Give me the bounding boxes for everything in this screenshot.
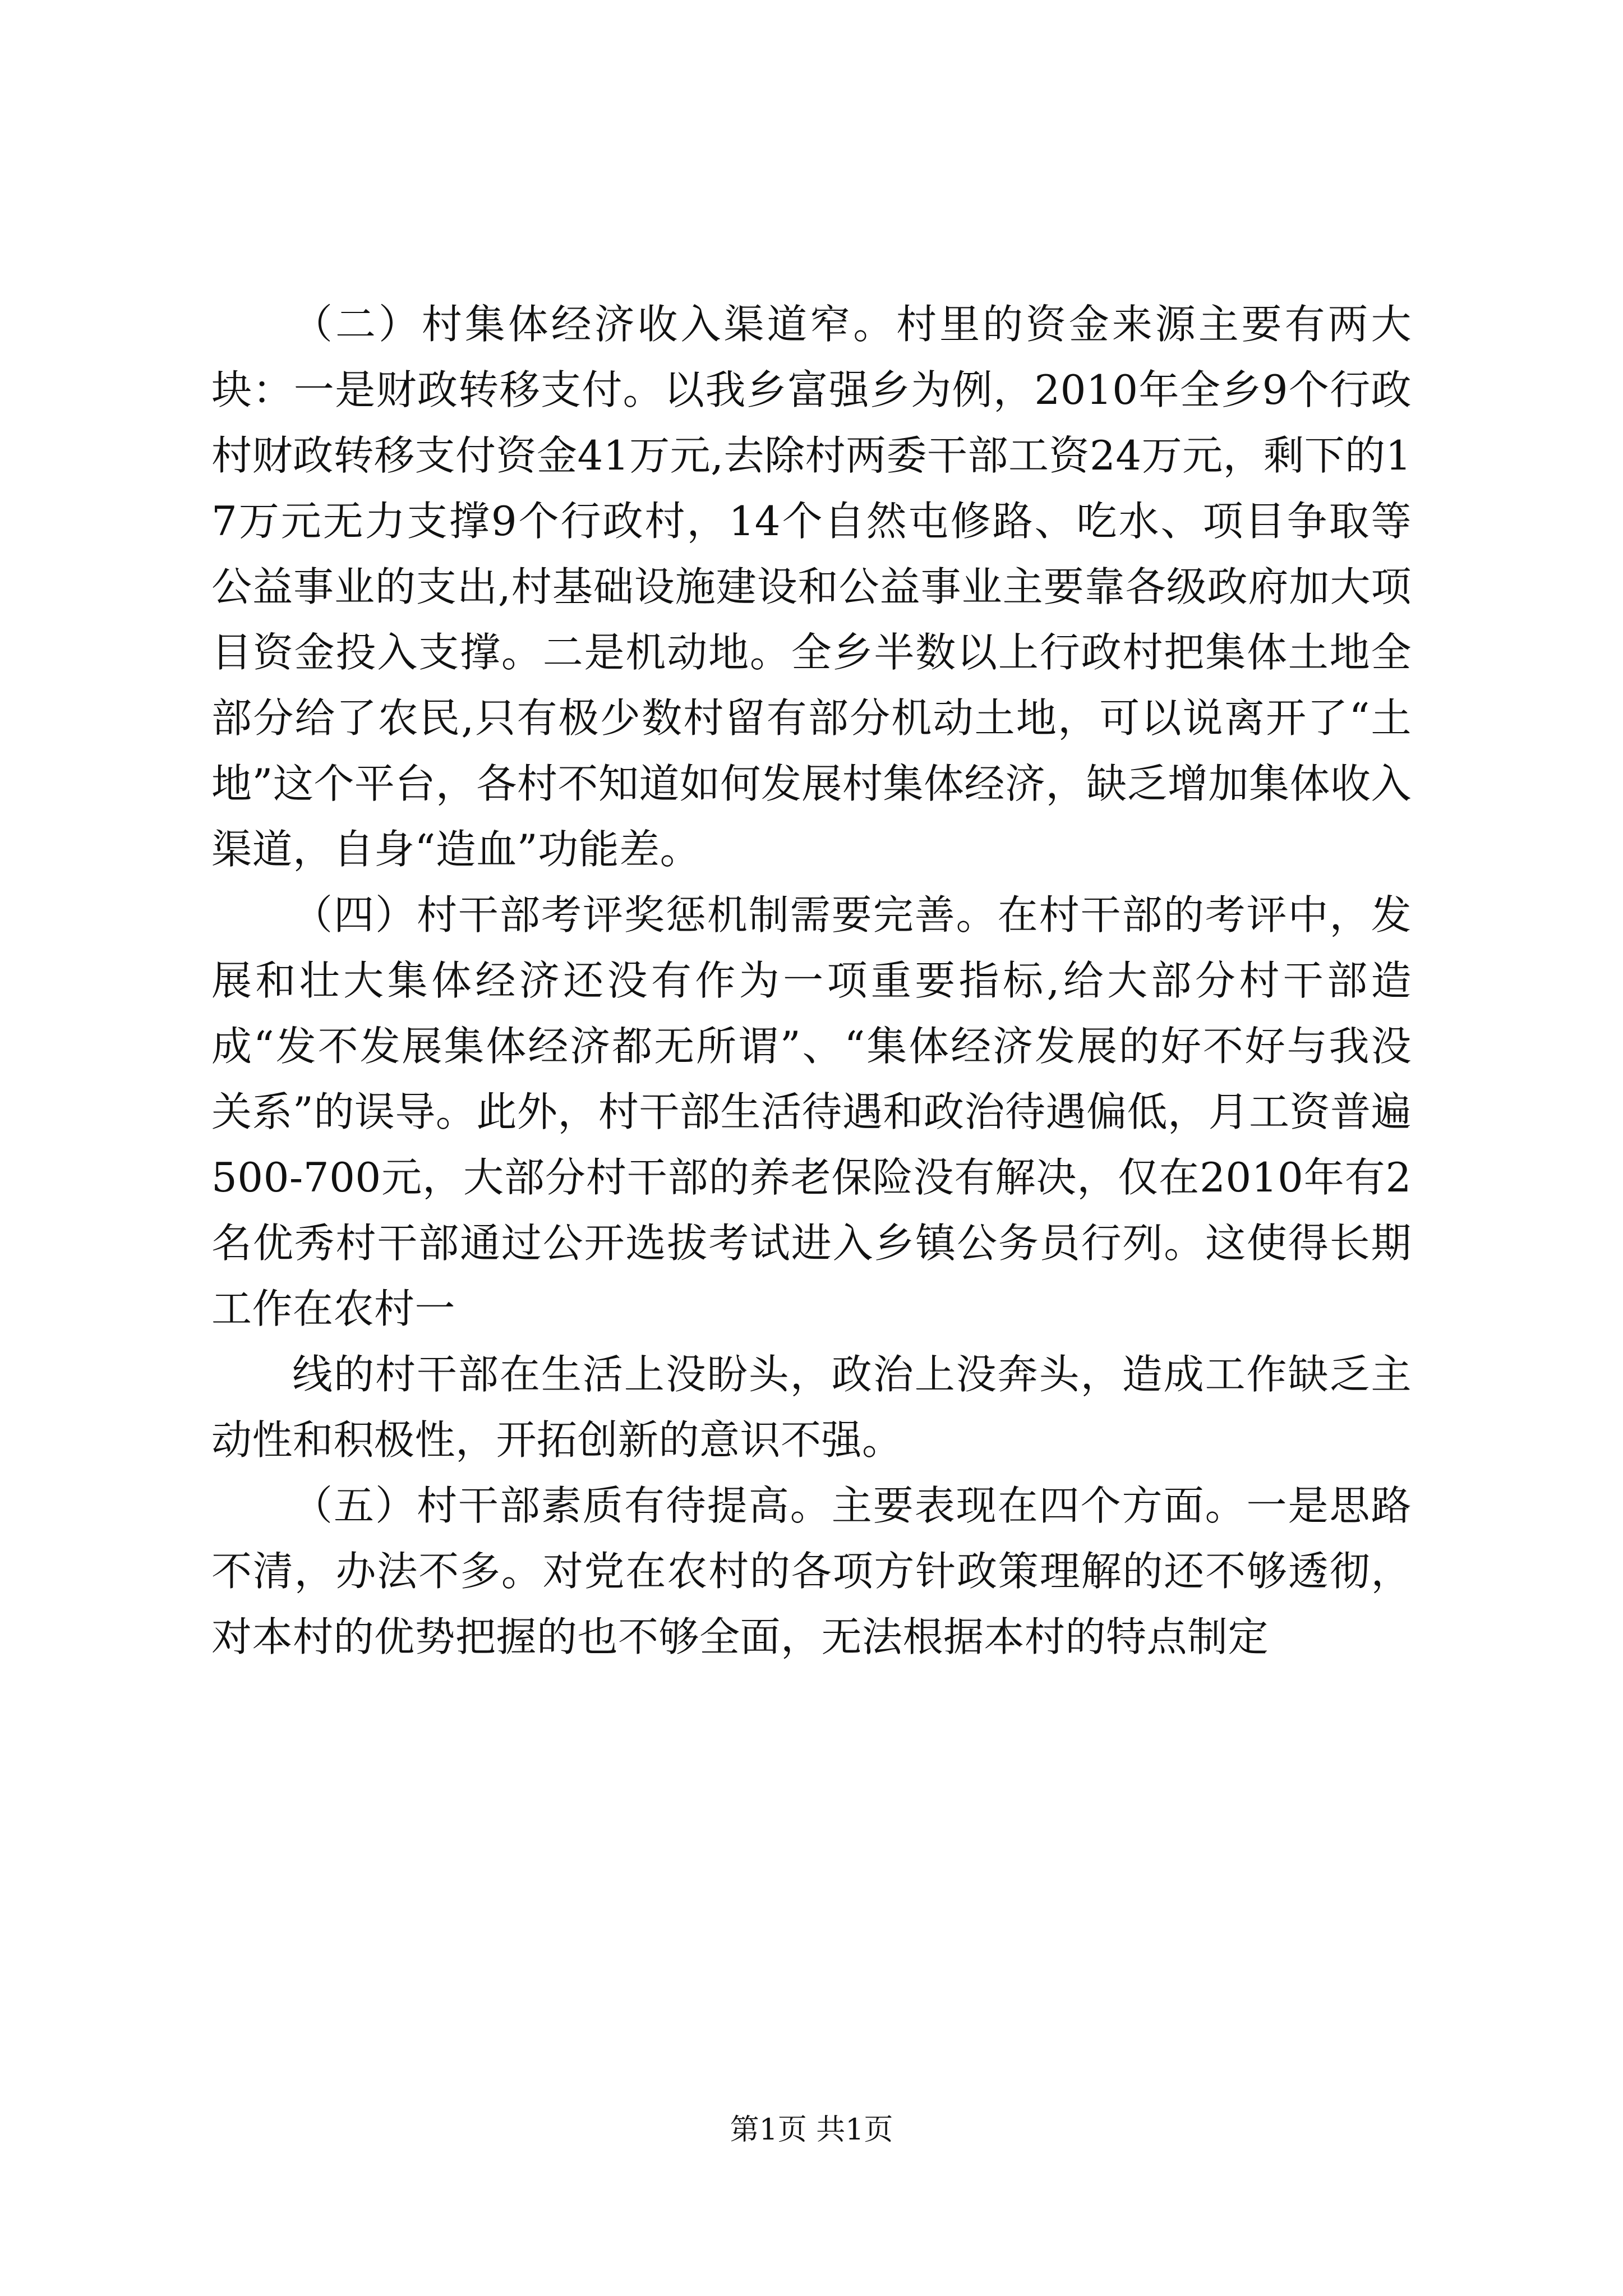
paragraph-village-income-channels: （二）村集体经济收入渠道窄。村里的资金来源主要有两大块：一是财政转移支付。以我乡富强乡为例，2010年全乡9个行政村财政转移支付资金41万元,去除村两委干部工资24万元，剩下的17万元无力支撑9个行政村，14个自然屯修路、吃水、项目争取等公益事业的支出,村基础设施建设和公益事业主要靠各级政府加大项目资金投入支撑。二是机动地。全乡半数以上行政村把集体土地全部分给了农民,只有极少数村留有部分机动土地，可以说离开了“土地”这个平台，各村不知道如何发展村集体经济，缺乏增加集体收入渠道，自身“造血”功能差。 (211, 301, 1412, 873)
page-number-footer: 第1页 共1页 (730, 2113, 893, 2147)
paragraph-cadre-evaluation: （四）村干部考评奖惩机制需要完善。在村干部的考评中，发展和壮大集体经济还没有作为一项重要指标,给大部分村干部造成“发不发展集体经济都无所谓”、“集体经济发展的好不好与我没关系”的误导。此外，村干部生活待遇和政治待遇偏低，月工资普遍500-700元，大部分村干部的养老保险没有解决，仅在2010年有2名优秀村干部通过公开选拔考试进入乡镇公务员行列。这使得长期工作在农村一 (211, 891, 1412, 1332)
paragraph-cadre-quality: （五）村干部素质有待提高。主要表现在四个方面。一是思路不清，办法不多。对党在农村的各项方针政策理解的还不够透彻，对本村的优势把握的也不够全面，无法根据本村的特点制定 (211, 1482, 1412, 1660)
paragraph-cadre-evaluation-continued: 线的村干部在生活上没盼头，政治上没奔头，造成工作缺乏主动性和积极性，开拓创新的意识不强。 (211, 1351, 1412, 1464)
document-body (211, 292, 1412, 1670)
